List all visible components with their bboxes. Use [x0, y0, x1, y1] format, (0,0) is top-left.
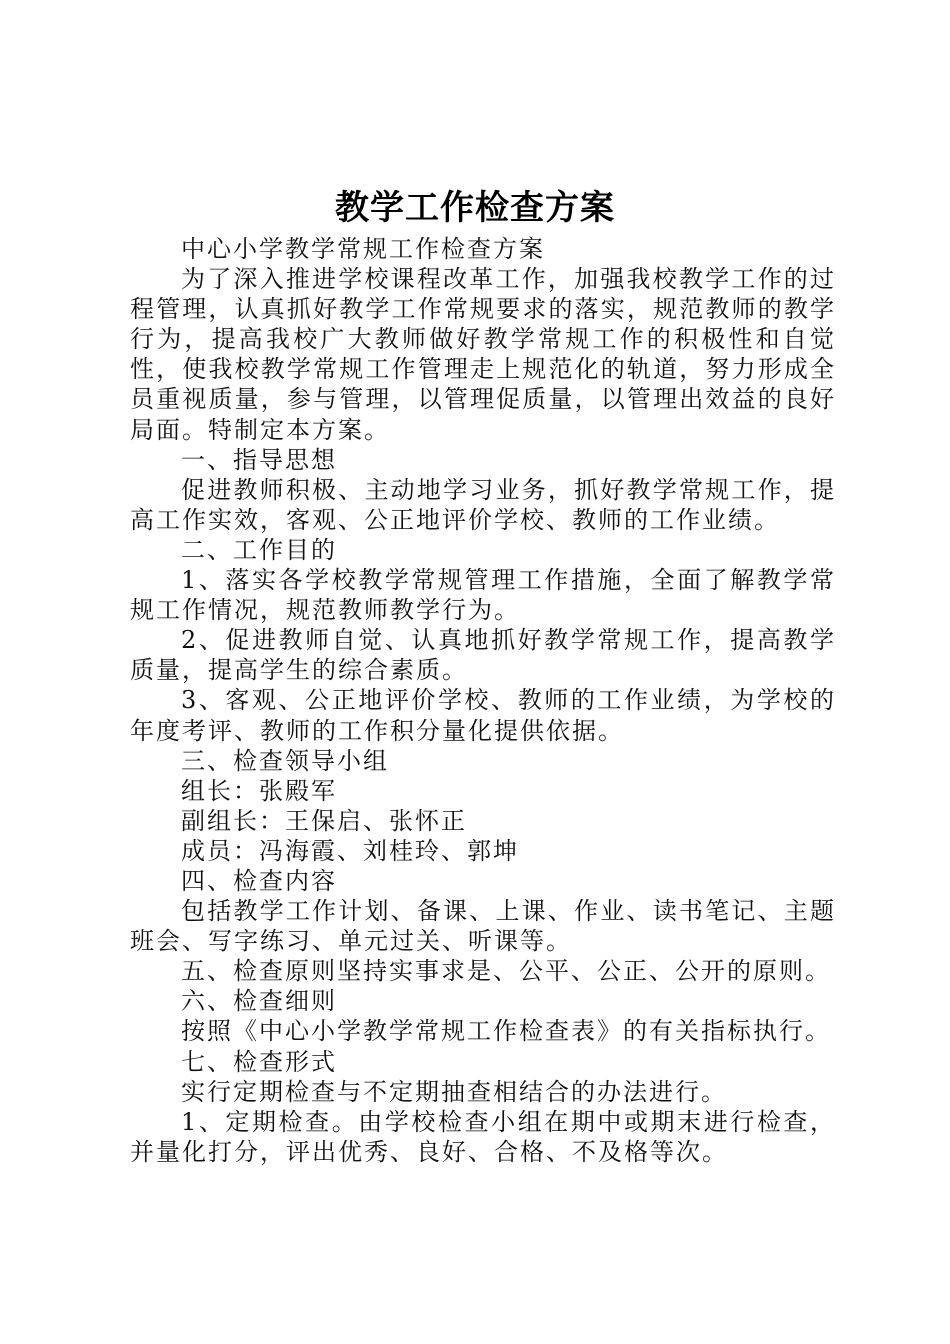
intro-paragraph: 为了深入推进学校课程改革工作，加强我校教学工作的过程管理，认真抓好教学工作常规要求的落实，规范教师的教学行为，提高我校广大教师做好教学常规工作的积极性和自觉性，使我校教学常规工作管理走上规范化的轨道，努力形成全员重视质量，参与管理，以管理促质量，以管理出效益的良好局面。特制定本方案。 [130, 265, 836, 444]
work-purpose-item-1: 1、落实各学校教学常规管理工作措施，全面了解教学常规工作情况，规范教师教学行为。 [130, 566, 836, 625]
section-heading-inspection-rules: 六、检查细则 [181, 987, 337, 1016]
section-heading-inspection-content: 四、检查内容 [181, 866, 337, 895]
group-leader-line: 组长：张殿军 [181, 776, 337, 805]
work-purpose-item-2: 2、促进教师自觉、认真地抓好教学常规工作，提高教学质量，提高学生的综合素质。 [130, 626, 836, 685]
document-body [130, 234, 836, 1167]
inspection-content-paragraph: 包括教学工作计划、备课、上课、作业、读书笔记、主题班会、写字练习、单元过关、听课等。 [130, 897, 836, 956]
work-purpose-item-3: 3、客观、公正地评价学校、教师的工作业绩，为学校的年度考评、教师的工作积分量化提供依据。 [130, 686, 836, 745]
subtitle-paragraph: 中心小学教学常规工作检查方案 [181, 235, 545, 263]
guiding-ideology-paragraph: 促进教师积极、主动地学习业务，抓好教学常规工作，提高工作实效，客观、公正地评价学校、教师的工作业绩。 [130, 475, 836, 534]
document-title: 教学工作检查方案 [335, 188, 615, 228]
section-heading-inspection-principle: 五、检查原则坚持实事求是、公平、公正、公开的原则。 [181, 957, 831, 986]
section-heading-leadership-group: 三、检查领导小组 [181, 746, 389, 775]
section-heading-work-purpose: 二、工作目的 [181, 535, 337, 564]
inspection-rules-paragraph: 按照《中心小学教学常规工作检查表》的有关指标执行。 [181, 1017, 831, 1046]
periodic-inspection-paragraph: 1、定期检查。由学校检查小组在期中或期末进行检查，并量化打分，评出优秀、良好、合格、不及格等次。 [130, 1107, 836, 1166]
members-line: 成员：冯海霞、刘桂玲、郭坤 [181, 836, 519, 865]
inspection-form-paragraph: 实行定期检查与不定期抽查相结合的办法进行。 [181, 1077, 727, 1106]
section-heading-inspection-form: 七、检查形式 [181, 1047, 337, 1076]
section-heading-guiding-ideology: 一、指导思想 [181, 445, 337, 474]
deputy-leader-line: 副组长：王保启、张怀正 [181, 806, 467, 835]
